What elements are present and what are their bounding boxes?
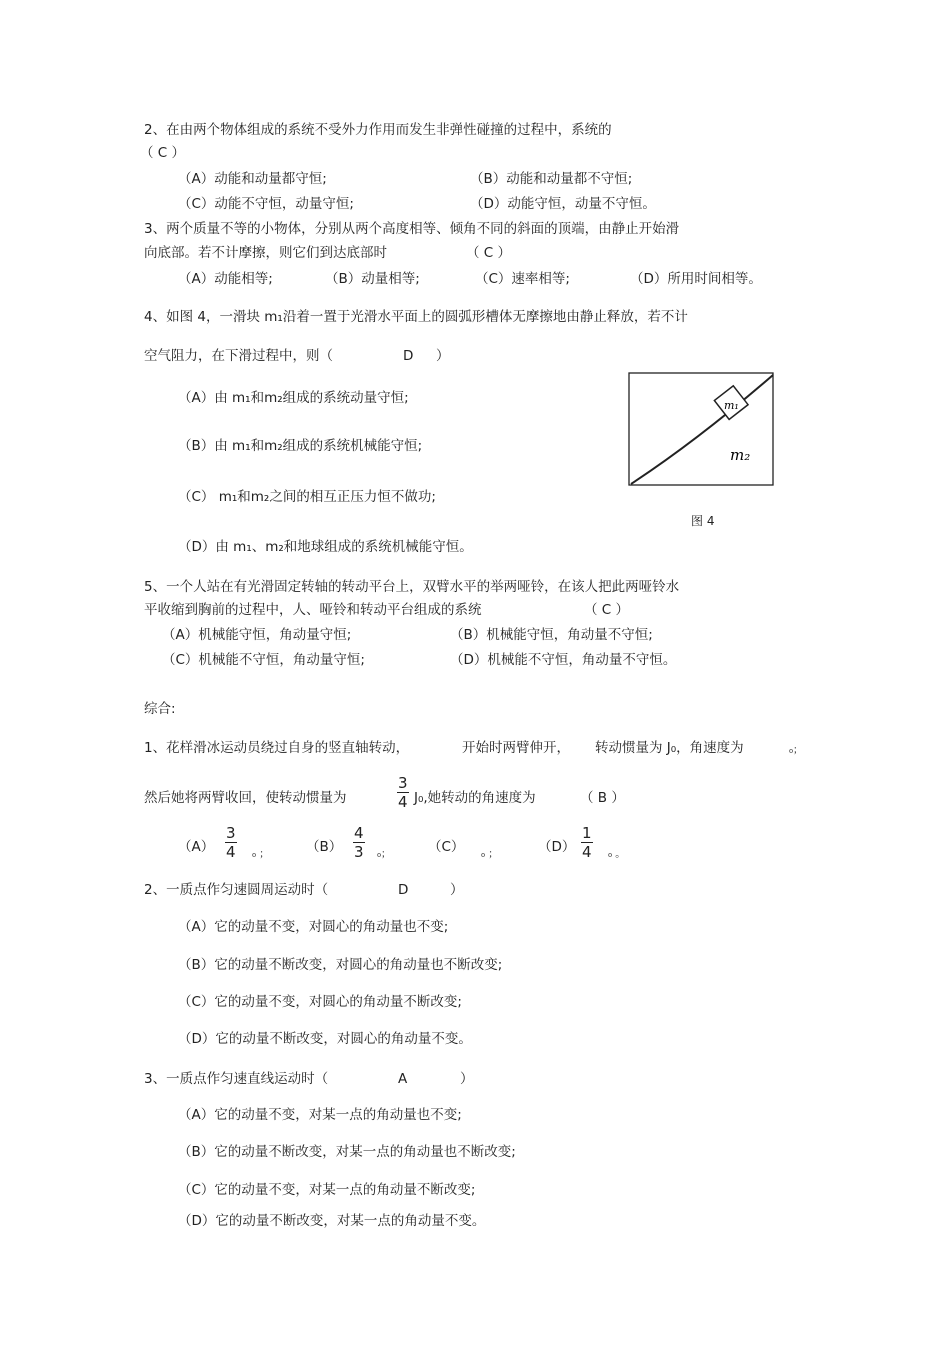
q2-option-b: （B）动能和动量都不守恒;: [470, 171, 633, 187]
q4-stem-line1: 4、如图 4，一滑块 m₁沿着一置于光滑水平面上的圆弧形槽体无摩擦地由静止释放，若不计: [144, 309, 688, 325]
z1-d-num: 1: [582, 824, 592, 842]
q4-option-b: （B）由 m₁和m₂组成的系统机械能守恒;: [178, 438, 423, 454]
z1-b-den: 3: [354, 843, 364, 861]
figure-frame: [629, 373, 773, 485]
z3-option-b: （B）它的动量不断改变，对某一点的角动量也不断改变;: [178, 1144, 516, 1160]
z1-option-c-tail: ₀ ；: [481, 849, 499, 860]
z1-b-num: 4: [354, 824, 364, 842]
z1-stem-line1a: 1、花样滑冰运动员绕过自身的竖直轴转动，: [144, 740, 410, 756]
q2-answer: （ C ）: [140, 145, 186, 161]
z1-stem-line1c: 转动惯量为 J₀，角速度为: [595, 740, 744, 756]
z1-stem-line2b: J₀,她转动的角速度为: [414, 790, 536, 806]
figure-4-diagram: [628, 372, 776, 488]
z1-option-b-tail: ₀；: [377, 849, 392, 860]
z1-a-num: 3: [226, 824, 236, 842]
q5-option-b: （B）机械能守恒，角动量不守恒;: [450, 627, 653, 643]
z1-fraction-3-4: [394, 774, 412, 811]
z1-option-b-fraction: [350, 824, 368, 861]
q3-stem-line2: 向底部。若不计摩擦，则它们到达底部时: [144, 245, 387, 261]
z1-option-a-label: （A）: [178, 839, 215, 855]
z2-answer: D: [398, 882, 409, 898]
z2-option-a: （A）它的动量不变，对圆心的角动量也不变;: [178, 919, 449, 935]
q5-stem-line1: 5、一个人站在有光滑固定转轴的转动平台上，双臂水平的举两哑铃，在该人把此两哑铃水: [144, 579, 680, 595]
q2-option-a: （A）动能和动量都守恒;: [178, 171, 327, 187]
z3-stem-end: ）: [460, 1071, 474, 1087]
z3-answer: A: [398, 1071, 408, 1087]
z1-option-d-label: （D）: [538, 839, 576, 855]
q3-option-c: （C）速率相等;: [475, 271, 570, 287]
q4-option-c: （C） m₁和m₂之间的相互正压力恒不做功;: [178, 489, 436, 505]
z2-option-b: （B）它的动量不断改变，对圆心的角动量也不断改变;: [178, 957, 503, 973]
z1-option-d-tail: ₀ 。: [608, 849, 626, 860]
z1-stem-line1b: 开始时两臂伸开，: [462, 740, 570, 756]
q3-option-a: （A）动能相等;: [178, 271, 273, 287]
q5-option-a: （A）机械能守恒，角动量守恒;: [162, 627, 352, 643]
q3-option-d: （D）所用时间相等。: [630, 271, 762, 287]
z2-option-c: （C）它的动量不变，对圆心的角动量不断改变;: [178, 994, 462, 1010]
z1-stem-line2a: 然后她将两臂收回，使转动惯量为: [144, 790, 347, 806]
q5-option-c: （C）机械能不守恒，角动量守恒;: [162, 652, 365, 668]
q4-option-a: （A）由 m₁和m₂组成的系统动量守恒;: [178, 390, 409, 406]
z1-option-d-fraction: [578, 824, 596, 861]
q3-option-b: （B）动量相等;: [325, 271, 420, 287]
z3-option-a: （A）它的动量不变，对某一点的角动量也不变;: [178, 1107, 462, 1123]
q5-answer: （ C ）: [584, 602, 630, 618]
q4-answer: D: [403, 348, 414, 364]
label-m1: m₁: [724, 399, 739, 412]
q4-stem-line2-end: ）: [436, 348, 450, 364]
z1-option-c-label: （C）: [428, 839, 465, 855]
z3-stem: 3、一质点作匀速直线运动时（: [144, 1071, 329, 1087]
q2-stem: 2、在由两个物体组成的系统不受外力作用而发生非弹性碰撞的过程中，系统的: [144, 122, 612, 138]
z1-option-a-tail: ₀ ；: [252, 849, 270, 860]
q4-stem-line2: 空气阻力，在下滑过程中，则（: [144, 348, 333, 364]
q3-stem-line1: 3、两个质量不等的小物体，分别从两个高度相等、倾角不同的斜面的顶端，由静止开始滑: [144, 221, 680, 237]
section-heading: 综合:: [144, 701, 176, 717]
z1-option-b-label: （B）: [306, 839, 343, 855]
q4-option-d: （D）由 m₁、m₂和地球组成的系统机械能守恒。: [178, 539, 473, 555]
q5-option-d: （D）机械能不守恒，角动量不守恒。: [450, 652, 677, 668]
z1-option-a-fraction: [222, 824, 240, 861]
z1-d-den: 4: [582, 843, 592, 861]
z2-stem: 2、一质点作匀速圆周运动时（: [144, 882, 329, 898]
figure-caption: 图 4: [691, 514, 715, 528]
z2-stem-end: ）: [450, 882, 464, 898]
z1-a-den: 4: [226, 843, 236, 861]
z2-option-d: （D）它的动量不断改变，对圆心的角动量不变。: [178, 1031, 472, 1047]
z1-omega0: ₀；: [789, 745, 804, 756]
q3-answer: （ C ）: [466, 245, 512, 261]
z1-frac-den: 4: [398, 793, 408, 811]
z1-answer: （ B ）: [580, 790, 625, 806]
z3-option-c: （C）它的动量不变，对某一点的角动量不断改变;: [178, 1182, 476, 1198]
label-m2: m₂: [730, 446, 751, 464]
q5-stem-line2: 平收缩到胸前的过程中，人、哑铃和转动平台组成的系统: [144, 602, 482, 618]
z1-frac-num: 3: [398, 774, 408, 792]
z3-option-d: （D）它的动量不断改变，对某一点的角动量不变。: [178, 1213, 486, 1229]
q2-option-d: （D）动能守恒，动量不守恒。: [470, 196, 656, 212]
q2-option-c: （C）动能不守恒，动量守恒;: [178, 196, 354, 212]
